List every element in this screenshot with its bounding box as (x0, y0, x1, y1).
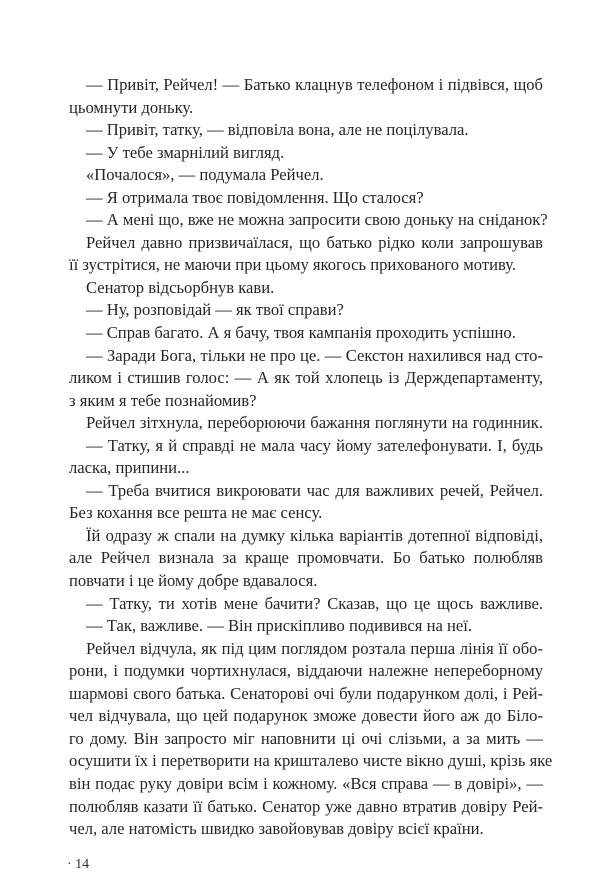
text-line: — Татку, я й справді не мала часу йому зателефонувати. І, будь (86, 435, 543, 455)
text-line: її зустрітися, не маючи при цьому якогось прихованого мотиву. (69, 255, 517, 275)
text-line: — Так, важливе. — Він прискіпливо подивився на неї. (86, 616, 472, 636)
text-line: — Треба вчитися викроювати час для важливих речей, Рейчел. (86, 480, 543, 500)
page-body-text (69, 74, 553, 841)
text-line: Рейчел зітхнула, переборюючи бажання поглянути на годинник. (86, 413, 543, 433)
text-line: Рейчел відчула, як під цим поглядом розтала перша лінія її обо- (86, 638, 543, 658)
text-line: го дому. Він запросто міг наповнити ці очі слізьми, а за мить — (69, 728, 543, 748)
text-line: осушити їх і перетворити на кришталево чисте вікно душі, крізь яке (69, 751, 553, 771)
text-line: ликом і стишив голос: — А як той хлопець із Держдепартаменту, (69, 368, 543, 388)
text-line: Сенатор відсьорбнув кави. (86, 277, 275, 297)
text-line: повчати і це йому добре вдавалося. (69, 571, 318, 591)
text-line: — Ну, розповідай — як твої справи? (86, 300, 344, 320)
text-line: шармові свого батька. Сенаторові очі були подарунком долі, і Рей- (69, 683, 543, 703)
text-line: він подає руку довіри всім і кожному. «Вся справа — в довірі», — (69, 773, 543, 793)
text-line: — Привіт, Рейчел! — Батько клацнув телефоном і підвівся, щоб (86, 75, 543, 94)
text-line: Їй одразу ж спали на думку кілька варіантів дотепної відповіді, (86, 525, 543, 545)
text-line: — Татку, ти хотів мене бачити? Сказав, що це щось важливе. (86, 593, 543, 613)
text-line: полюбляв казати її батько. Сенатор уже давно втратив довіру Рей- (69, 796, 543, 816)
text-line: Без кохання все решта не має сенсу. (69, 503, 323, 523)
text-line: «Почалося», — подумала Рейчел. (86, 165, 324, 185)
text-line: цьомнути доньку. (69, 97, 194, 117)
text-line: — Я отримала твоє повідомлення. Що сталося? (86, 187, 424, 207)
text-line: чел відчувала, що цей подарунок зможе довести його аж до Біло- (69, 706, 543, 726)
text-line: — А мені що, вже не можна запросити свою доньку на сніданок? (86, 210, 548, 230)
text-line: але Рейчел визнала за краще промовчати. Бо батько полюбляв (69, 548, 543, 568)
text-line: — Заради Бога, тільки не про це. — Секстон нахилився над сто- (86, 345, 543, 365)
text-line: ласка, припини... (69, 458, 190, 478)
text-line: рони, і подумки чортихнулася, віддаючи належне непереборному (69, 661, 543, 681)
text-line: — У тебе змарнілий вигляд. (86, 142, 285, 162)
text-line: з яким я тебе познайомив? (69, 390, 257, 410)
text-line: Рейчел давно призвичаїлася, що батько рідко коли запрошував (86, 232, 543, 252)
text-line: — Привіт, татку, — відповіла вона, але не поцілувала. (86, 120, 469, 140)
text-line: чел, але натомість швидко завойовував довіру всієї країни. (69, 819, 484, 839)
page-number: · 14 (67, 857, 90, 872)
text-line: — Справ багато. А я бачу, твоя кампанія проходить успішно. (86, 323, 516, 343)
